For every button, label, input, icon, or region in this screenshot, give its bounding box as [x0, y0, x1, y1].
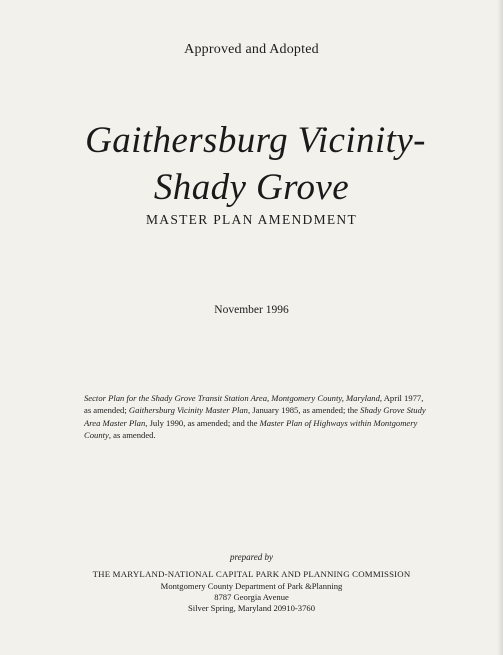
- street-address: 8787 Georgia Avenue: [214, 592, 289, 602]
- document-subtitle: MASTER PLAN AMENDMENT: [145, 212, 358, 227]
- prepared-by-label: prepared by: [229, 552, 274, 562]
- department-name: Montgomery County Department of Park &Planning: [160, 581, 343, 591]
- city-address: Silver Spring, Maryland 20910-3760: [188, 603, 315, 613]
- approval-status: Approved and Adopted: [184, 42, 319, 57]
- gaithersburg-plan-title: Gaithersburg Vicinity Master Plan: [128, 405, 248, 416]
- shady-grove-study-title: Shady Grove Study Area Master Plan: [84, 405, 426, 428]
- sector-plan-paragraph: [84, 392, 430, 442]
- shady-grove-study-date: , July 1990, as amended; and the: [145, 417, 260, 428]
- commission-name: THE MARYLAND-NATIONAL CAPITAL PARK AND PLANNING COMMISSION: [92, 569, 411, 579]
- title-line-2: Shady Grove: [153, 167, 350, 208]
- sector-plan-date: , April 1977, as amended;: [84, 393, 424, 416]
- highways-plan-suffix: , as amended.: [108, 430, 156, 441]
- publication-date: November 1996: [214, 304, 289, 316]
- highways-plan-title: Master Plan of Highways within Montgomery County: [84, 417, 418, 441]
- sector-plan-title: Sector Plan for the Shady Grove Transit Station Area, Montgomery County, Maryland: [84, 393, 380, 403]
- gaithersburg-plan-date: , January 1985, as amended; the: [247, 405, 361, 416]
- title-line-1: Gaithersburg Vicinity-: [85, 120, 426, 161]
- page-edge-shadow: [497, 0, 503, 655]
